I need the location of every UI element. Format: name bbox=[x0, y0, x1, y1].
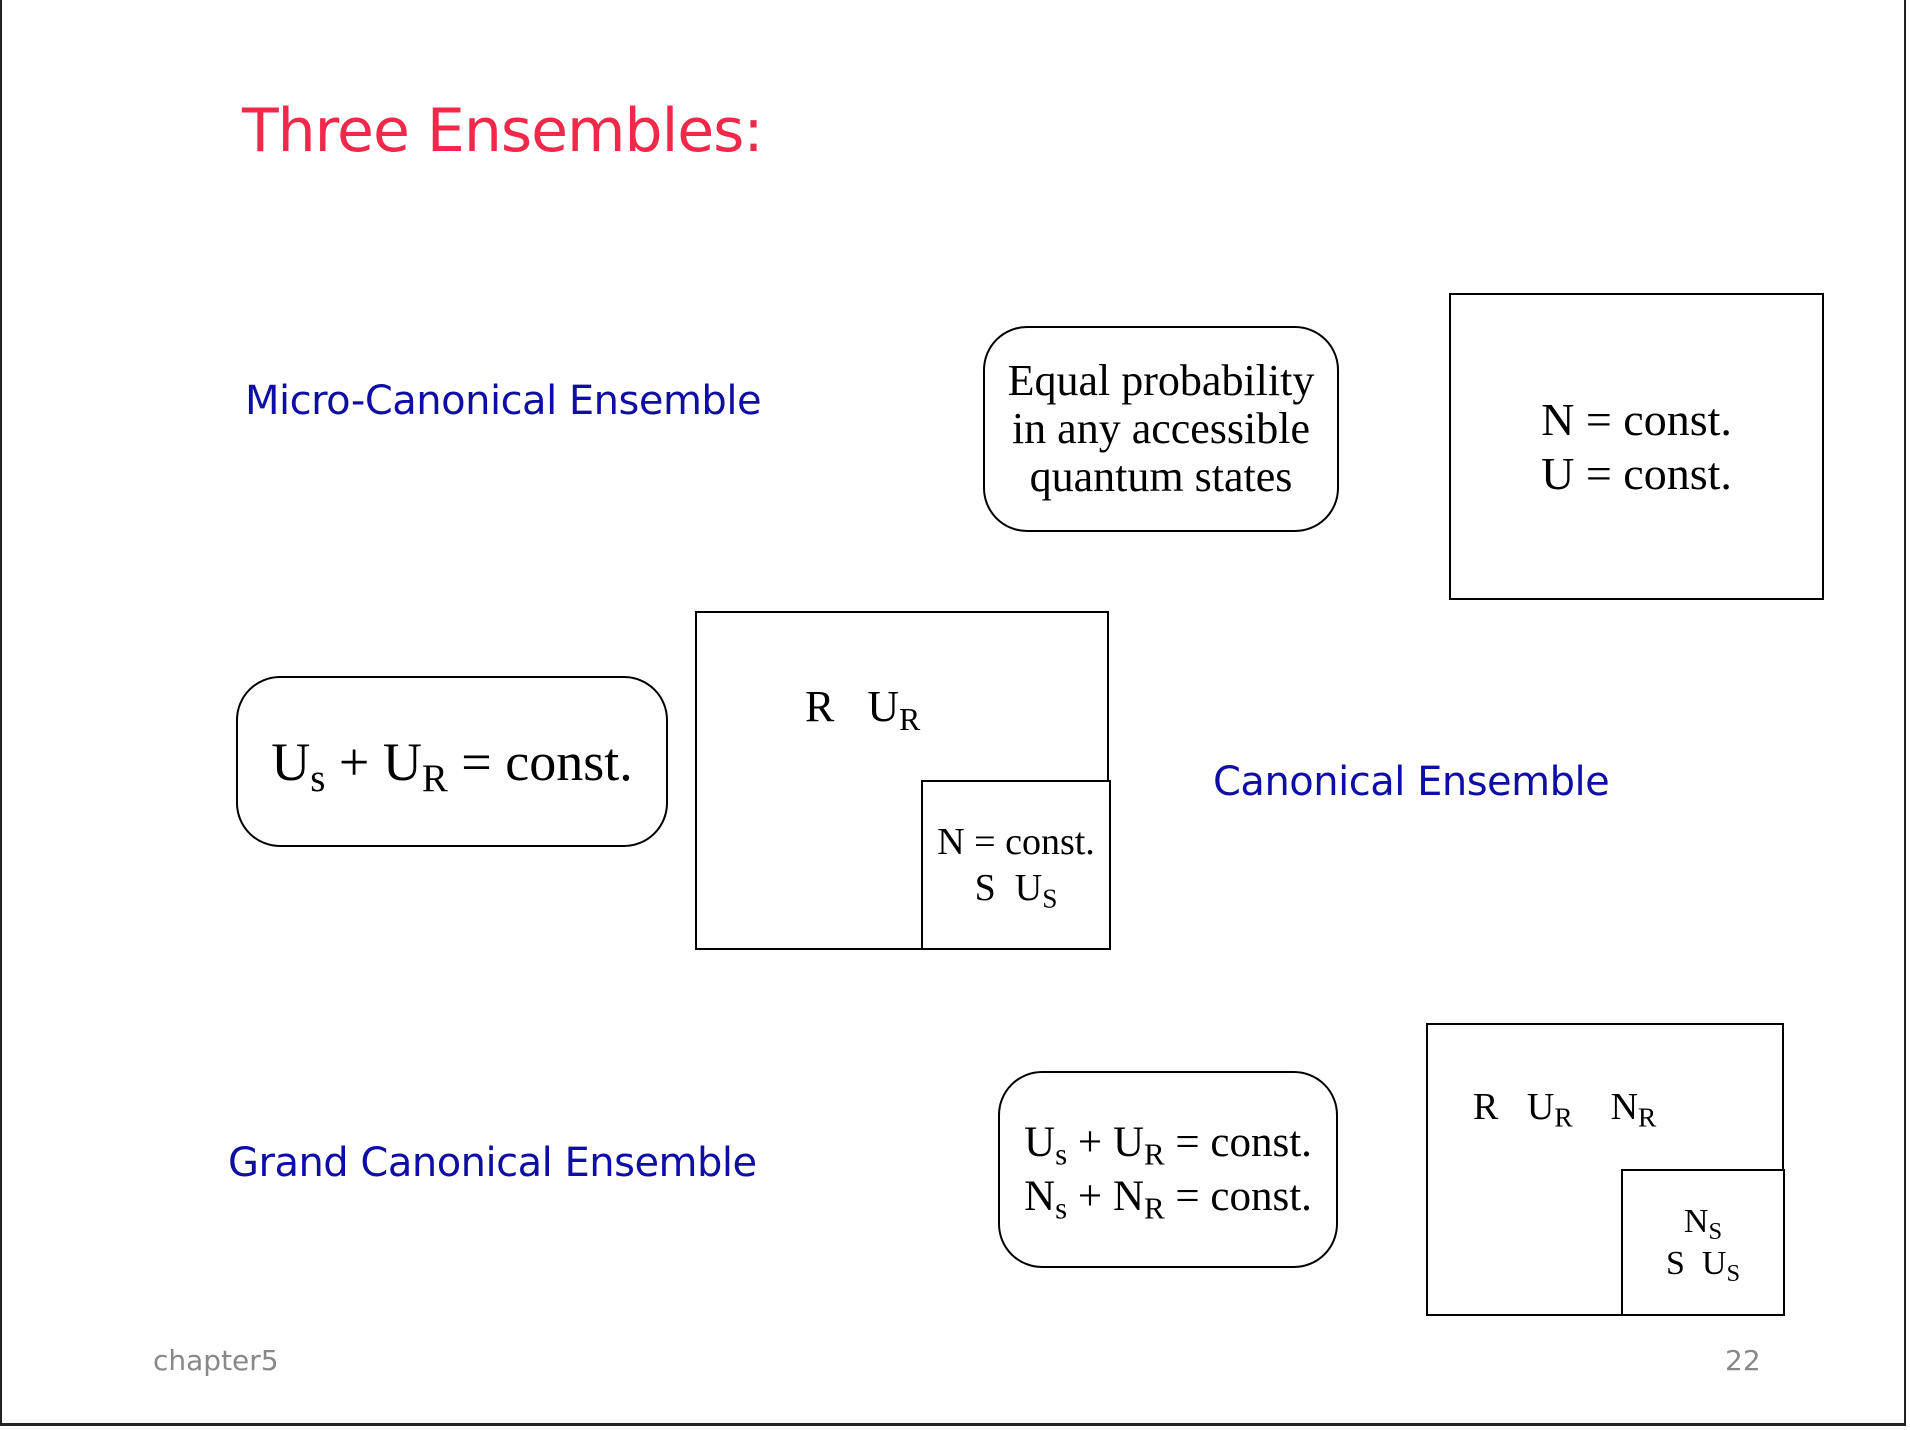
footer-chapter: chapter5 bbox=[153, 1344, 279, 1377]
system-label: S $U_S$ bbox=[1665, 1244, 1741, 1287]
grand-system-box bbox=[1621, 1169, 1785, 1316]
system-label: S $U_S$ bbox=[974, 867, 1058, 914]
micro-canonical-heading: Micro-Canonical Ensemble bbox=[245, 378, 762, 424]
n-const-label: N = const. bbox=[937, 821, 1095, 863]
grand-canonical-heading: Grand Canonical Ensemble bbox=[228, 1140, 757, 1186]
energy-equation: $U_s + U_R$ = const. bbox=[1024, 1118, 1312, 1172]
canonical-heading: Canonical Ensemble bbox=[1213, 759, 1610, 805]
energy-conservation-bubble bbox=[236, 676, 668, 847]
particle-equation: $N_s + N_R$ = const. bbox=[1024, 1172, 1312, 1226]
reservoir-label: R $U_R$ $N_R$ bbox=[1473, 1086, 1657, 1133]
n-const-label: N = const. bbox=[1541, 393, 1732, 445]
energy-equation: $U_s + U_R$ = const. bbox=[271, 731, 633, 800]
bubble-line: Equal probability bbox=[1007, 356, 1315, 405]
slide-title: Three Ensembles: bbox=[242, 96, 763, 166]
reservoir-label: R $U_R$ bbox=[805, 682, 921, 737]
page-number: 22 bbox=[1725, 1344, 1761, 1377]
micro-canonical-system-box bbox=[1449, 293, 1824, 600]
equal-probability-bubble bbox=[983, 326, 1339, 532]
canonical-system-box bbox=[921, 780, 1111, 950]
system-particles-label: $N_S$ bbox=[1683, 1202, 1723, 1245]
bubble-line: quantum states bbox=[1029, 452, 1293, 501]
bubble-line: in any accessible bbox=[1011, 404, 1311, 453]
conservation-bubble bbox=[998, 1071, 1338, 1268]
u-const-label: U = const. bbox=[1541, 447, 1732, 499]
